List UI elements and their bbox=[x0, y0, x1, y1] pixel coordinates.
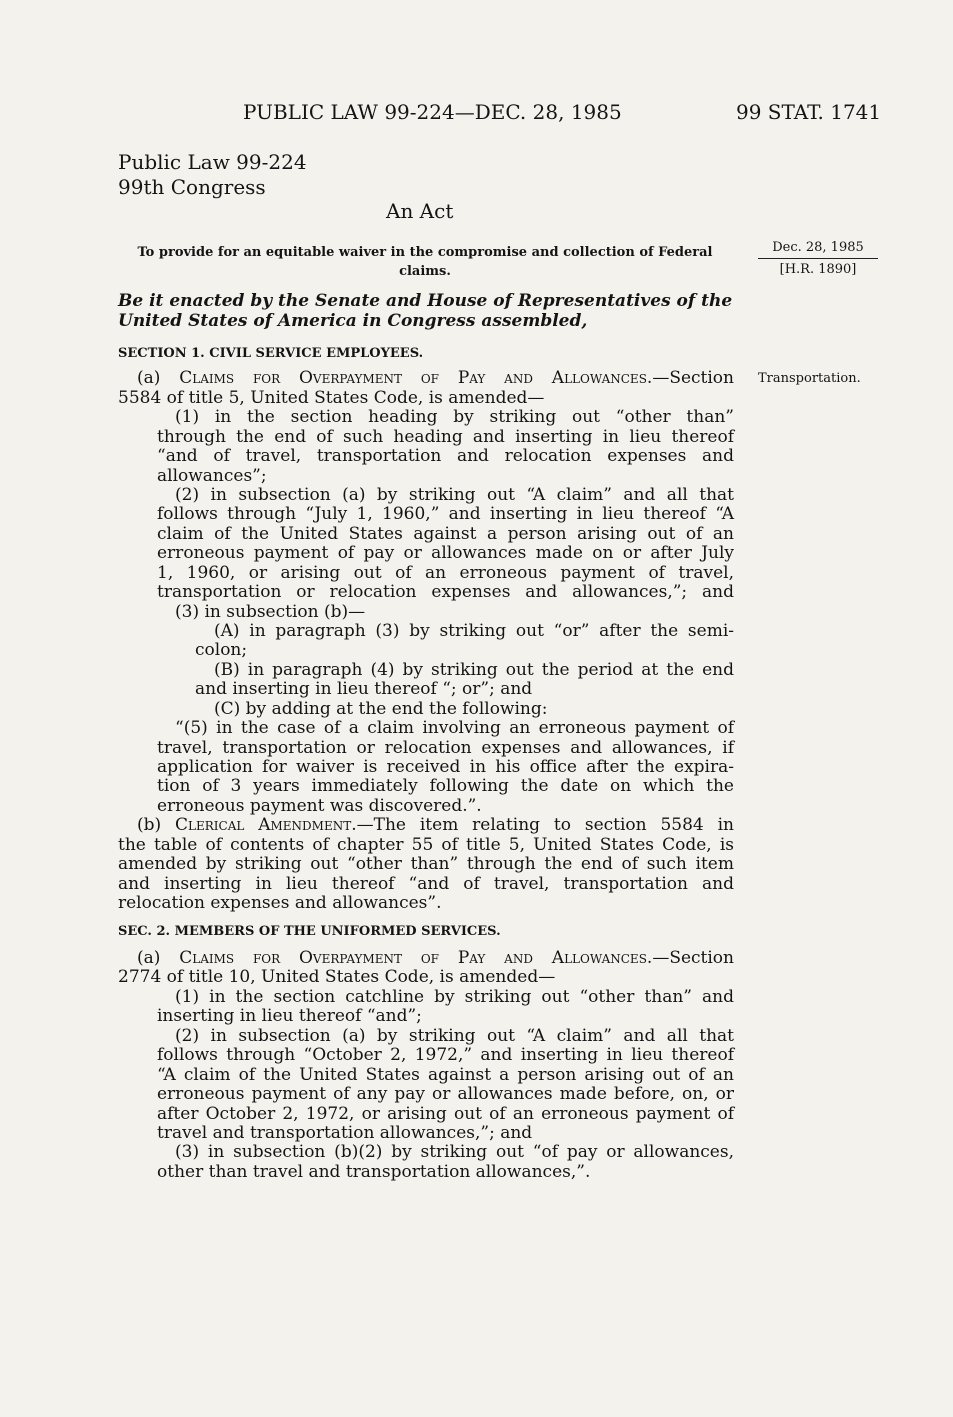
section-1-a-line-22: erroneous payment was discovered.”. bbox=[157, 796, 482, 816]
section-1-a-line-2: (1) in the section heading by striking out “other than” bbox=[175, 407, 734, 427]
margin-rule bbox=[758, 258, 878, 259]
section-1-a-line-6: (2) in subsection (a) by striking out “A claim” and all that bbox=[175, 485, 734, 505]
enacting-clause: Be it enacted by the Senate and House of Representatives of the United States of America in Congress assembled, bbox=[118, 291, 733, 331]
section-1-a-line-19: travel, transportation or relocation expenses and allowances, if bbox=[157, 738, 734, 758]
section-2-a-line-11: other than travel and transportation allowances,”. bbox=[157, 1162, 591, 1182]
section-1-a-line-20: application for waiver is received in his office after the expira- bbox=[157, 757, 734, 777]
section-2-a-line-2: (1) in the section catchline by striking out “other than” and bbox=[175, 987, 734, 1007]
section-1-b-line-1: the table of contents of chapter 55 of title 5, United States Code, is bbox=[118, 835, 734, 855]
section-1-a-line-5: allowances”; bbox=[157, 466, 267, 486]
section-2-a-line-8: after October 2, 1972, or arising out of an erroneous payment of bbox=[157, 1104, 734, 1124]
section-2-heading: SEC. 2. MEMBERS OF THE UNIFORMED SERVICES. bbox=[118, 924, 501, 939]
section-1-a-line-10: 1, 1960, or arising out of an erroneous payment of travel, bbox=[157, 563, 734, 583]
section-1-a-line-9: erroneous payment of pay or allowances made on or after July bbox=[157, 543, 734, 563]
act-heading: An Act bbox=[386, 199, 454, 223]
section-2-a-line-0: (a) Claims for Overpayment of Pay and Allowances.—Section bbox=[137, 948, 734, 968]
section-1-a-line-0: (a) Claims for Overpayment of Pay and Allowances.—Section bbox=[137, 368, 734, 388]
margin-bill-number: [H.R. 1890] bbox=[779, 262, 857, 277]
section-1-a-line-13: (A) in paragraph (3) by striking out “or” after the semi- bbox=[214, 621, 734, 641]
section-2-a-line-5: follows through “October 2, 1972,” and inserting in lieu thereof bbox=[157, 1045, 734, 1065]
section-2-a-line-7: erroneous payment of any pay or allowances made before, on, or bbox=[157, 1084, 734, 1104]
section-2-a-line-4: (2) in subsection (a) by striking out “A claim” and all that bbox=[175, 1026, 734, 1046]
section-1-a-line-11: transportation or relocation expenses and allowances,”; and bbox=[157, 582, 734, 602]
section-1-a-line-14: colon; bbox=[195, 640, 248, 660]
running-head-left: PUBLIC LAW 99-224—DEC. 28, 1985 bbox=[243, 100, 622, 124]
section-2-a-line-10: (3) in subsection (b)(2) by striking out “of pay or allowances, bbox=[175, 1142, 734, 1162]
margin-approval-date: Dec. 28, 1985 bbox=[772, 240, 864, 255]
section-2-a-line-1: 2774 of title 10, United States Code, is amended— bbox=[118, 967, 556, 987]
public-law-number: Public Law 99-224 bbox=[118, 150, 307, 174]
congress-number: 99th Congress bbox=[118, 175, 266, 199]
margin-note-transportation: Transportation. bbox=[758, 371, 861, 386]
section-1-a-line-15: (B) in paragraph (4) by striking out the period at the end bbox=[214, 660, 734, 680]
section-1-b-line-3: and inserting in lieu thereof “and of travel, transportation and bbox=[118, 874, 734, 894]
section-1-b-line-2: amended by striking out “other than” through the end of such item bbox=[118, 854, 734, 874]
section-1-a-line-21: tion of 3 years immediately following the date on which the bbox=[157, 776, 734, 796]
section-1-heading: SECTION 1. CIVIL SERVICE EMPLOYEES. bbox=[118, 346, 424, 361]
running-head-right: 99 STAT. 1741 bbox=[736, 100, 882, 124]
section-1-a-line-17: (C) by adding at the end the following: bbox=[214, 699, 548, 719]
section-2-a-line-6: “A claim of the United States against a person arising out of an bbox=[157, 1065, 734, 1085]
section-1-a-line-16: and inserting in lieu thereof “; or”; and bbox=[195, 679, 533, 699]
long-title bbox=[130, 243, 720, 281]
long-title-line-1: To provide for an equitable waiver in the compromise and collection of Federal bbox=[137, 245, 713, 260]
section-1-a-line-12: (3) in subsection (b)— bbox=[175, 602, 366, 622]
section-2-a-line-9: travel and transportation allowances,”; and bbox=[157, 1123, 533, 1143]
section-1-a-line-18: “(5) in the case of a claim involving an erroneous payment of bbox=[175, 718, 734, 738]
section-1-a-line-3: through the end of such heading and inserting in lieu thereof bbox=[157, 427, 734, 447]
section-1-b-line-0: (b) Clerical Amendment.—The item relating to section 5584 in bbox=[137, 815, 734, 835]
section-1-b-line-4: relocation expenses and allowances”. bbox=[118, 893, 442, 913]
section-2-a-line-3: inserting in lieu thereof “and”; bbox=[157, 1006, 422, 1026]
section-1-a-line-1: 5584 of title 5, United States Code, is amended— bbox=[118, 388, 545, 408]
section-1-a-line-8: claim of the United States against a person arising out of an bbox=[157, 524, 734, 544]
section-1-a-line-4: “and of travel, transportation and relocation expenses and bbox=[157, 446, 734, 466]
section-1-a-line-7: follows through “July 1, 1960,” and inserting in lieu thereof “A bbox=[157, 504, 734, 524]
long-title-line-2: claims. bbox=[399, 264, 451, 279]
